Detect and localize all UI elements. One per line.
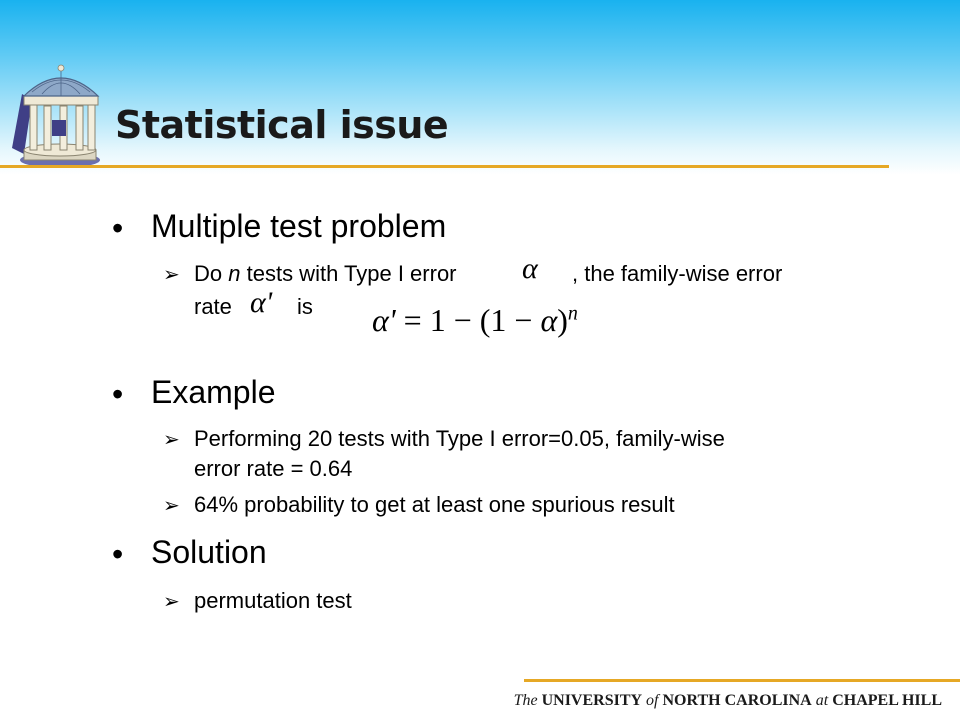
arrow-icon: ➢ (163, 429, 180, 451)
sub-performing-tests-cont: error rate = 0.64 (194, 456, 353, 481)
alpha-symbol: α (522, 252, 538, 285)
arrow-icon: ➢ (163, 495, 180, 517)
header-background (0, 0, 960, 175)
bullet-solution: Solution (151, 534, 267, 570)
bullet-dot: • (112, 210, 124, 246)
title-divider (0, 165, 889, 168)
arrow-icon: ➢ (163, 591, 180, 613)
footer-divider (524, 679, 960, 682)
sub-permutation-test: permutation test (194, 588, 352, 613)
sub-performing-tests: Performing 20 tests with Type I error=0.05, family-wise (194, 426, 725, 451)
sub-line-rate: rate (194, 294, 232, 319)
sub-line-is: is (297, 294, 313, 319)
bullet-dot: • (112, 536, 124, 572)
slide-title: Statistical issue (115, 103, 449, 147)
arrow-icon: ➢ (163, 264, 180, 286)
bullet-dot: • (112, 376, 124, 412)
formula: $\alpha' = 1 - (1 - \alpha)^n$ (372, 302, 578, 338)
sub-probability: 64% probability to get at least one spurious result (194, 492, 675, 517)
bullet-multiple-test: Multiple test problem (151, 208, 447, 244)
sub-line-family-wise-1: Do n tests with Type I error (194, 261, 457, 286)
footer-university: The UNIVERSITY of NORTH CAROLINA at CHAPEL HILL (513, 692, 942, 709)
sub-line-family-wise-1b: , the family-wise error (572, 261, 783, 286)
bullet-example: Example (151, 374, 276, 410)
old-well-logo (8, 58, 108, 170)
alpha-prime-symbol: α' (250, 286, 273, 319)
